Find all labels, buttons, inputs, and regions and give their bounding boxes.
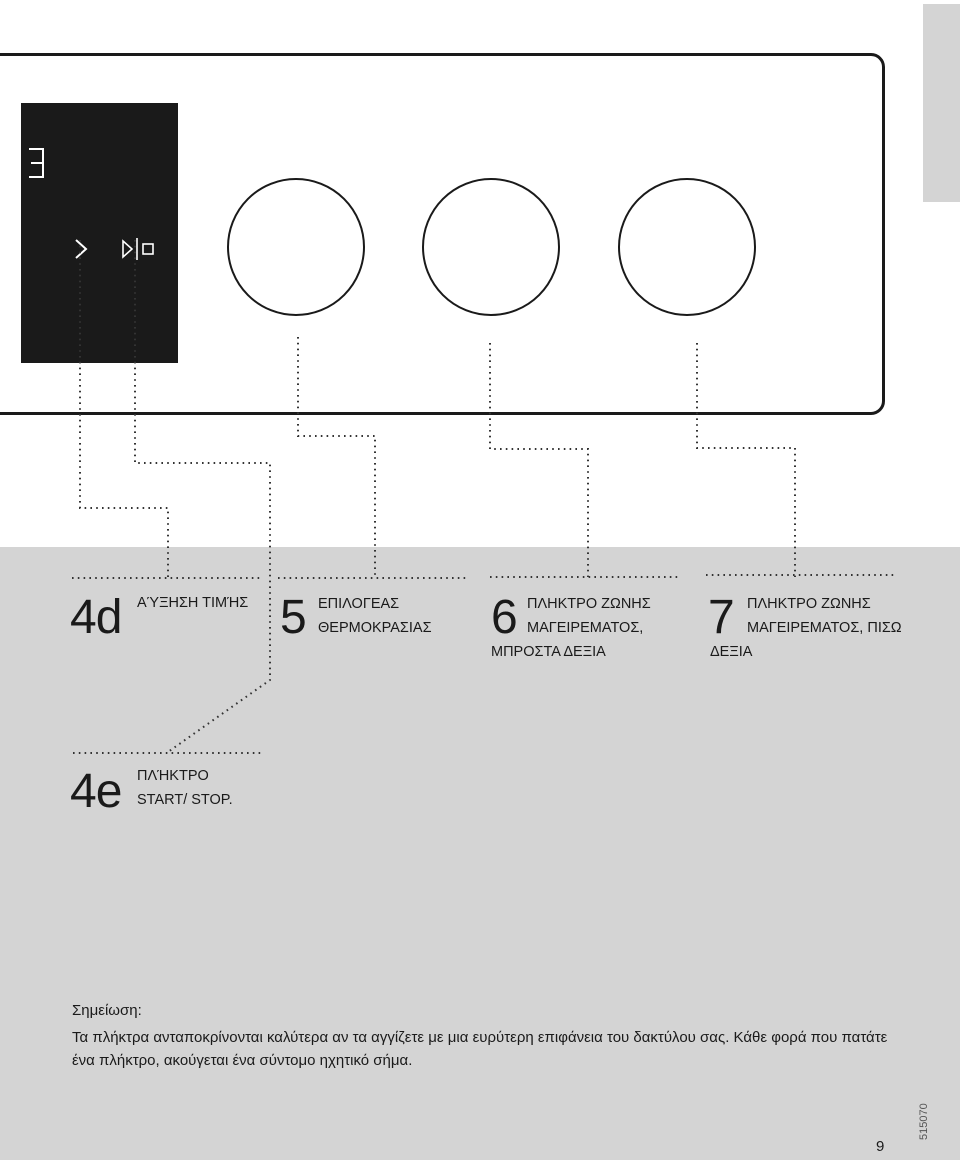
callout-label-line: ΕΠΙΛΟΓΕΑΣ bbox=[318, 596, 400, 612]
callout-label-line: ΠΛΉΚΤΡΟ bbox=[137, 768, 209, 784]
callout-label-continuation: ΔΕΞΙΑ bbox=[710, 644, 753, 660]
note-title: Σημείωση: bbox=[72, 1002, 142, 1019]
callout-label-continuation: ΜΠΡΟΣΤΑ ΔΕΞΙΑ bbox=[491, 644, 606, 660]
callout-number: 5 bbox=[280, 591, 306, 644]
note-text: Τα πλήκτρα ανταποκρίνονται καλύτερα αν τα αγγίζετε με μια ευρύτερη επιφάνεια του δακτύλου σας. Κάθε φορά που πατάτε ένα πλήκτρο, ακούγεται ένα σύντομο ηχητικό σήμα. bbox=[72, 1029, 888, 1069]
callout-number: 7 bbox=[708, 591, 734, 644]
callout-number: 6 bbox=[491, 591, 517, 644]
callout-label-line: ΜΑΓΕΙΡΕΜΑΤΟΣ, bbox=[527, 620, 644, 636]
callout-label-line: ΠΛΗΚΤΡΟ ΖΩΝΗΣ bbox=[527, 596, 651, 612]
callout-label-line: ΘΕΡΜΟΚΡΑΣΙΑΣ bbox=[318, 620, 432, 636]
callout-number: 4e bbox=[70, 765, 122, 818]
callout-number: 4d bbox=[70, 591, 122, 644]
callout-label-line: START/ STOP. bbox=[137, 792, 233, 808]
callout-label-line: ΑΎΞΗΣΗ ΤΙΜΉΣ bbox=[137, 595, 249, 611]
callout-label-line: ΜΑΓΕΙΡΕΜΑΤΟΣ, ΠΙΣΩ bbox=[747, 620, 902, 636]
document-code: 515070 bbox=[918, 1103, 930, 1140]
page-number: 9 bbox=[876, 1138, 885, 1155]
callout-label-line: ΠΛΗΚΤΡΟ ΖΩΝΗΣ bbox=[747, 596, 871, 612]
